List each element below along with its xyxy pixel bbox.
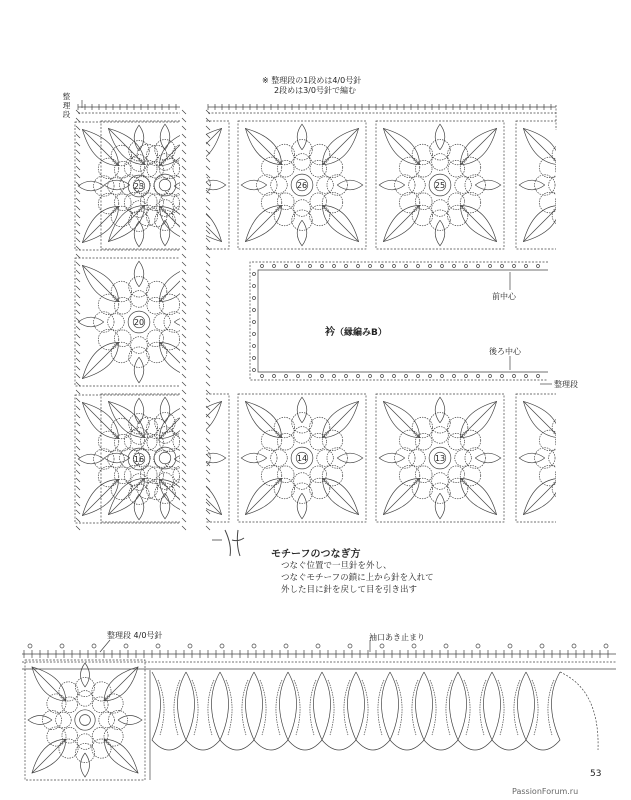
motif-join-text <box>281 560 434 596</box>
motif-number: 13 <box>434 454 446 463</box>
collar-title-main: 衿 <box>325 327 335 338</box>
bottom-adjustment-label: 整理段 4/0号針 <box>107 631 163 640</box>
motif-join-line-3: 外した目に針を戻して目を引き出す <box>281 585 418 595</box>
motif-number: 25 <box>434 181 446 190</box>
top-note-line2: 2段めは3/0号針で編む <box>274 86 356 95</box>
motif-number: 23 <box>133 182 145 191</box>
sleeve-opening-label: 袖口あき止まり <box>369 633 425 642</box>
motif-number: 26 <box>296 181 308 190</box>
motif-number: 16 <box>133 455 145 464</box>
motif-join-heading: モチーフのつなぎ方 <box>271 549 361 560</box>
motif-join-line-2: つなぐモチーフの鎖に上から針を入れて <box>281 573 434 583</box>
left-adjustment-label: 整理段 <box>62 92 71 119</box>
right-adjustment-label: 整理段 <box>554 380 578 389</box>
motif-bottom-partial <box>25 660 145 780</box>
top-note-line1: ※ 整理段の1段めは4/0号針 <box>262 76 362 85</box>
motif-top-left-partial <box>101 121 229 249</box>
front-center-label: 前中心 <box>492 292 516 301</box>
motif-join-line-1: つなぐ位置で一旦針を外し、 <box>281 561 392 571</box>
collar-title-sub: （縁編みB） <box>335 328 387 338</box>
watermark: PassionForum.ru <box>512 787 579 796</box>
back-center-label: 後ろ中心 <box>489 347 521 356</box>
motif-number: 14 <box>296 454 308 463</box>
collar-title <box>325 323 387 338</box>
page-number: 53 <box>590 769 602 779</box>
motif-number: 20 <box>133 318 145 327</box>
